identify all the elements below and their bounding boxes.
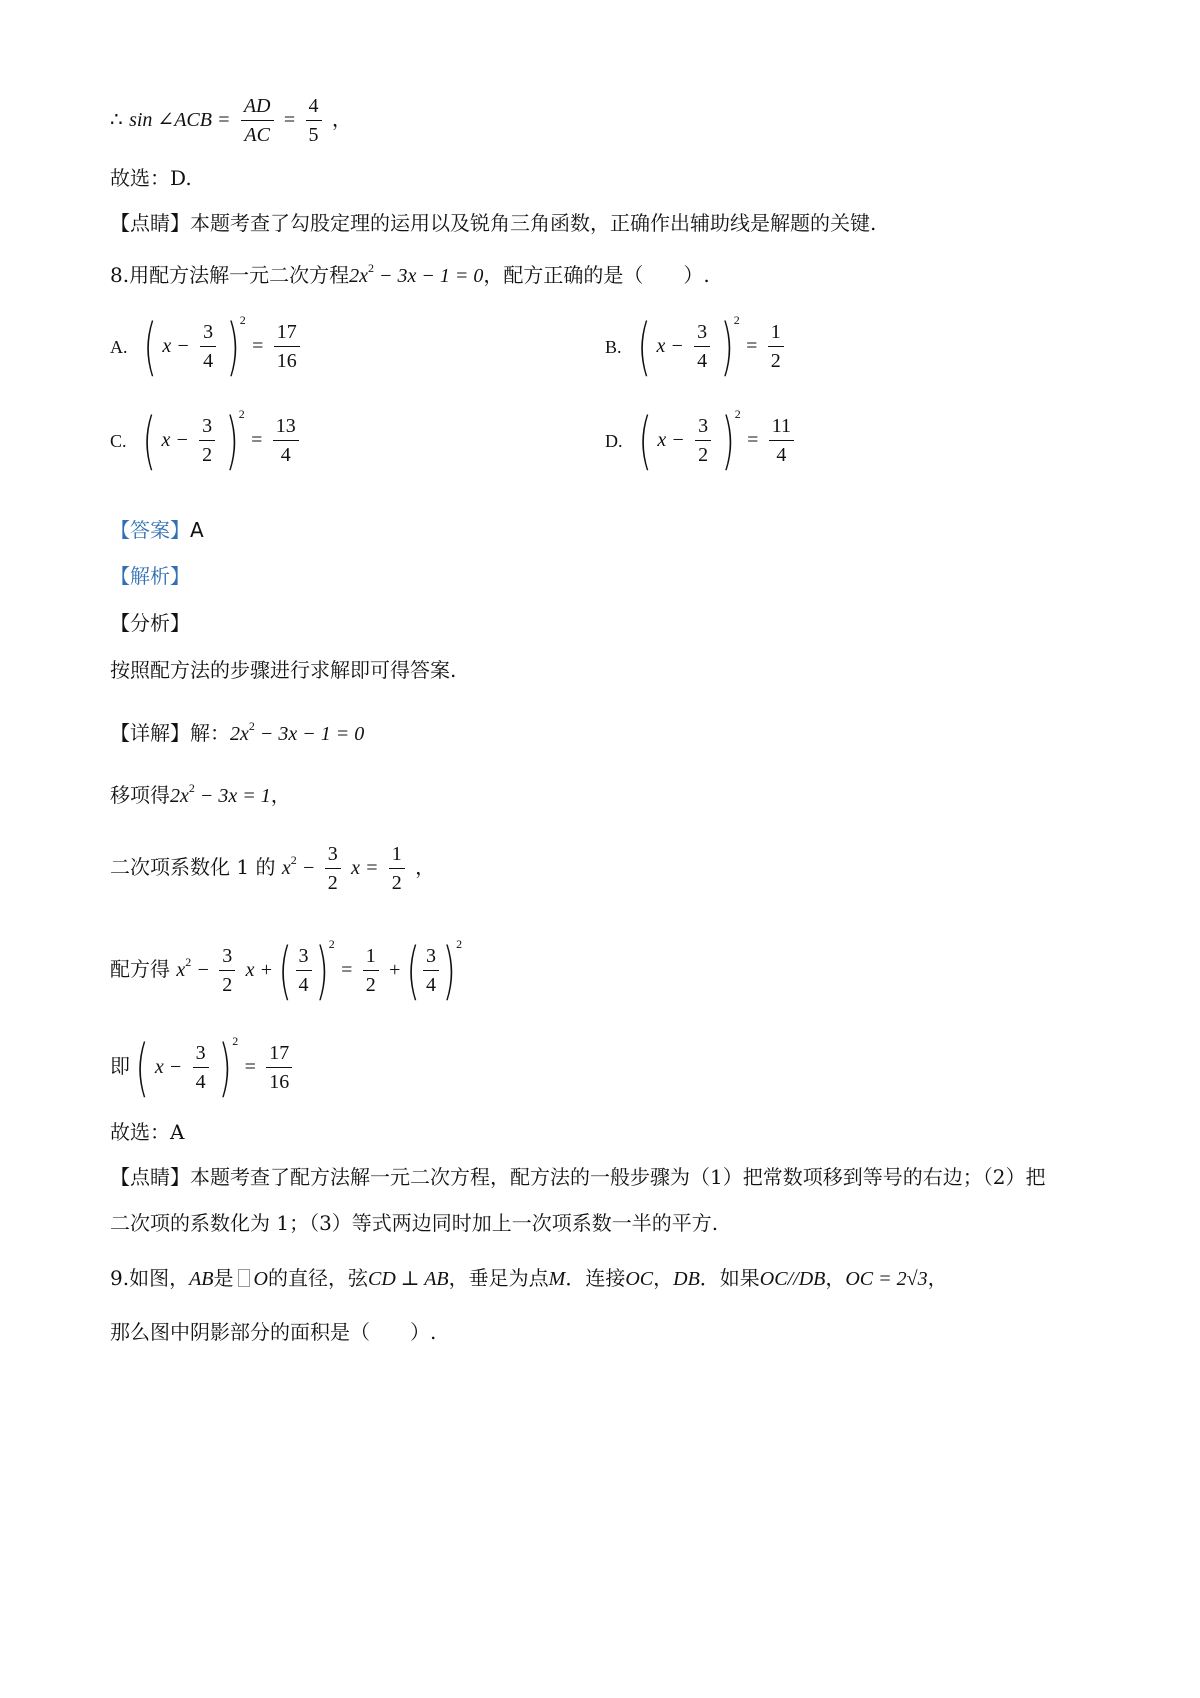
fraction-4-5 — [306, 92, 322, 149]
plus-sign: + — [389, 959, 401, 981]
variable-x: x — [281, 857, 291, 879]
segment-db: DB — [673, 1268, 700, 1290]
denominator: 4 — [298, 974, 309, 996]
answer-line — [110, 516, 204, 544]
stem-text: 8.用配方法解一元二次方程 — [110, 263, 350, 287]
detail-prefix: 【详解】解： — [110, 721, 230, 745]
step-eq-b: − 3x = 1 — [194, 785, 271, 807]
denominator: 2 — [365, 974, 376, 996]
left-paren: ( — [143, 309, 157, 383]
numerator: 3 — [219, 942, 235, 971]
numerator: 17 — [274, 318, 300, 347]
fraction — [219, 942, 235, 999]
option-result-fraction — [769, 412, 794, 469]
numerator: 11 — [769, 412, 794, 441]
q9-text: 是 — [213, 1266, 234, 1290]
denominator: 4 — [697, 350, 708, 372]
equals-sign: = — [251, 429, 263, 451]
option-inner: x − — [162, 335, 190, 357]
q9-text: ．连接 — [565, 1266, 626, 1290]
step-prefix: 移项得 — [110, 783, 170, 807]
equals-sign: = — [244, 1056, 256, 1078]
variable-x-eq: x = — [351, 857, 379, 879]
left-paren: ( — [406, 933, 420, 1007]
denominator: 4 — [203, 350, 214, 372]
fraction — [363, 942, 379, 999]
denominator: 16 — [269, 1071, 290, 1093]
answer-tag: 【答案】 — [110, 518, 190, 542]
right-paren: ) — [719, 309, 734, 383]
right-paren: ) — [218, 1030, 232, 1104]
numerator: 1 — [768, 318, 784, 347]
comma: ， — [270, 783, 291, 807]
exponent: 2 — [248, 719, 255, 733]
numerator: 13 — [273, 412, 299, 441]
analysis-tag: 【解析】 — [110, 564, 190, 588]
stem-equation-a: 2x — [349, 265, 368, 287]
exponent: 2 — [238, 407, 245, 421]
numerator: 3 — [296, 942, 312, 971]
segment-oc: OC — [625, 1268, 654, 1290]
step-complete-square — [110, 930, 463, 1007]
exponent: 2 — [232, 1034, 239, 1048]
fraction-denominator: AC — [244, 124, 270, 146]
option-b[interactable] — [605, 306, 788, 383]
fraction-numerator: AD — [241, 92, 274, 121]
equals-sign: = — [283, 109, 296, 131]
option-fraction — [695, 412, 711, 469]
denominator: 4 — [195, 1071, 206, 1093]
step-prefix: 即 — [110, 1054, 130, 1078]
numerator: 3 — [199, 412, 215, 441]
denominator: 4 — [425, 974, 436, 996]
left-paren: ( — [142, 403, 156, 477]
fraction — [423, 942, 439, 999]
right-paren: ) — [442, 933, 456, 1007]
denominator: 2 — [770, 350, 781, 372]
denominator: 2 — [698, 444, 709, 466]
exponent: 2 — [239, 313, 246, 327]
equals-sign: = — [746, 335, 758, 357]
option-result-fraction — [274, 318, 300, 375]
sin-expression: sin ∠ACB = — [129, 109, 231, 131]
step-move-terms — [110, 774, 291, 810]
comment-line-2: 二次项的系数化为 1；（3）等式两边同时加上一次项系数一半的平方. — [110, 1211, 719, 1235]
fenxi-tag: 【分析】 — [110, 611, 190, 635]
question-8-stem — [110, 254, 710, 290]
denominator: 2 — [202, 444, 213, 466]
circle-o: O — [253, 1268, 268, 1290]
fenxi-text: 按照配方法的步骤进行求解即可得答案. — [110, 658, 457, 682]
q9-text: ， — [653, 1266, 674, 1290]
q9-text: 的直径，弦 — [267, 1266, 368, 1290]
sin-acb-line — [110, 92, 352, 149]
right-paren: ) — [225, 309, 240, 383]
exponent: 2 — [290, 853, 297, 867]
numerator: 3 — [694, 318, 710, 347]
exponent: 2 — [456, 937, 463, 951]
comment-line-q7: 【点睛】本题考查了勾股定理的运用以及锐角三角函数，正确作出辅助线是解题的关键. — [110, 211, 877, 235]
numerator: 3 — [193, 1039, 209, 1068]
detail-eq-a: 2x — [230, 723, 249, 745]
numerator: 3 — [200, 318, 216, 347]
step-normalize — [110, 840, 435, 897]
fraction — [193, 1039, 209, 1096]
option-label: A. — [110, 336, 128, 357]
variable-x: x — [176, 959, 186, 981]
numerator: 3 — [423, 942, 439, 971]
question-9-line-2: 那么图中阴影部分的面积是（ ）. — [110, 1320, 437, 1344]
right-paren: ) — [314, 933, 329, 1007]
variable-x-plus: x + — [245, 959, 273, 981]
choice-d-line: 故选：D. — [110, 166, 192, 190]
stem-equation-b: − 3x − 1 = 0 — [373, 265, 484, 287]
fraction — [389, 840, 405, 897]
oc-parallel-db: OC//DB — [759, 1268, 826, 1290]
comment-line-1: 【点睛】本题考查了配方法解一元二次方程，配方法的一般步骤为（1）把常数项移到等号的右边；（2）把 — [110, 1165, 1046, 1189]
fraction-denominator: 5 — [308, 124, 319, 146]
missing-glyph-icon — [238, 1269, 250, 1287]
oc-value: OC = 2√3 — [845, 1268, 928, 1290]
q9-text: ．如果 — [699, 1266, 760, 1290]
left-paren: ( — [637, 309, 651, 383]
exponent: 2 — [367, 261, 374, 275]
segment-ab: AB — [189, 1268, 214, 1290]
fraction-numerator: 4 — [306, 92, 322, 121]
exponent: 2 — [733, 313, 740, 327]
fraction-ad-ac — [241, 92, 274, 149]
option-inner: x − — [161, 429, 189, 451]
numerator: 3 — [325, 840, 341, 869]
q9-text: ，垂足为点 — [448, 1266, 549, 1290]
equals-sign: = — [747, 429, 759, 451]
fraction — [296, 942, 312, 999]
q9-text: ， — [825, 1266, 846, 1290]
exponent: 2 — [188, 781, 195, 795]
therefore-symbol: ∴ — [110, 107, 123, 131]
q9-text: 9.如图， — [110, 1266, 190, 1290]
option-fraction — [199, 412, 215, 469]
detail-line — [110, 712, 364, 748]
exponent: 2 — [328, 937, 335, 951]
option-inner: x − — [657, 429, 685, 451]
denominator: 16 — [276, 350, 297, 372]
option-fraction — [694, 318, 710, 375]
fraction — [266, 1039, 292, 1096]
denominator: 4 — [280, 444, 291, 466]
step-prefix: 配方得 — [110, 957, 170, 981]
denominator: 2 — [327, 872, 338, 894]
cd-perp-ab: CD ⊥ AB — [367, 1268, 449, 1290]
fraction — [325, 840, 341, 897]
option-c[interactable] — [110, 400, 303, 477]
step-prefix: 二次项系数化 1 的 — [110, 855, 276, 879]
option-label: B. — [605, 336, 622, 357]
detail-eq-b: − 3x − 1 = 0 — [254, 723, 365, 745]
left-paren: ( — [278, 933, 293, 1007]
step-eq-a: 2x — [170, 785, 189, 807]
answer-value: A — [190, 518, 204, 542]
option-label: C. — [110, 430, 127, 451]
step-result — [110, 1027, 296, 1104]
denominator: 2 — [391, 872, 402, 894]
denominator: 4 — [776, 444, 787, 466]
point-m: M — [548, 1268, 566, 1290]
option-a[interactable] — [110, 306, 304, 383]
exponent: 2 — [185, 955, 192, 969]
minus-sign: − — [197, 959, 209, 981]
equals-sign: = — [252, 335, 264, 357]
equals-sign: = — [341, 959, 353, 981]
choice-a-line: 故选：A — [110, 1120, 185, 1144]
minus-sign: − — [303, 857, 315, 879]
option-fraction — [200, 318, 216, 375]
exponent: 2 — [734, 407, 741, 421]
option-d[interactable] — [605, 400, 798, 477]
left-paren: ( — [638, 403, 652, 477]
option-inner: x − — [656, 335, 684, 357]
right-paren: ) — [224, 403, 239, 477]
denominator: 2 — [222, 974, 233, 996]
numerator: 3 — [695, 412, 711, 441]
option-label: D. — [605, 430, 623, 451]
comma: ， — [415, 855, 436, 879]
stem-suffix: ，配方正确的是（ ）. — [483, 263, 710, 287]
right-paren: ) — [720, 403, 735, 477]
option-result-fraction — [768, 318, 784, 375]
numerator: 1 — [389, 840, 405, 869]
question-9-stem — [110, 1264, 948, 1293]
option-result-fraction — [273, 412, 299, 469]
numerator: 1 — [363, 942, 379, 971]
left-paren: ( — [135, 1030, 150, 1104]
comma: ， — [331, 107, 352, 131]
q9-text: ， — [927, 1266, 948, 1290]
inner-expression: x − — [154, 1056, 183, 1078]
numerator: 17 — [266, 1039, 292, 1068]
